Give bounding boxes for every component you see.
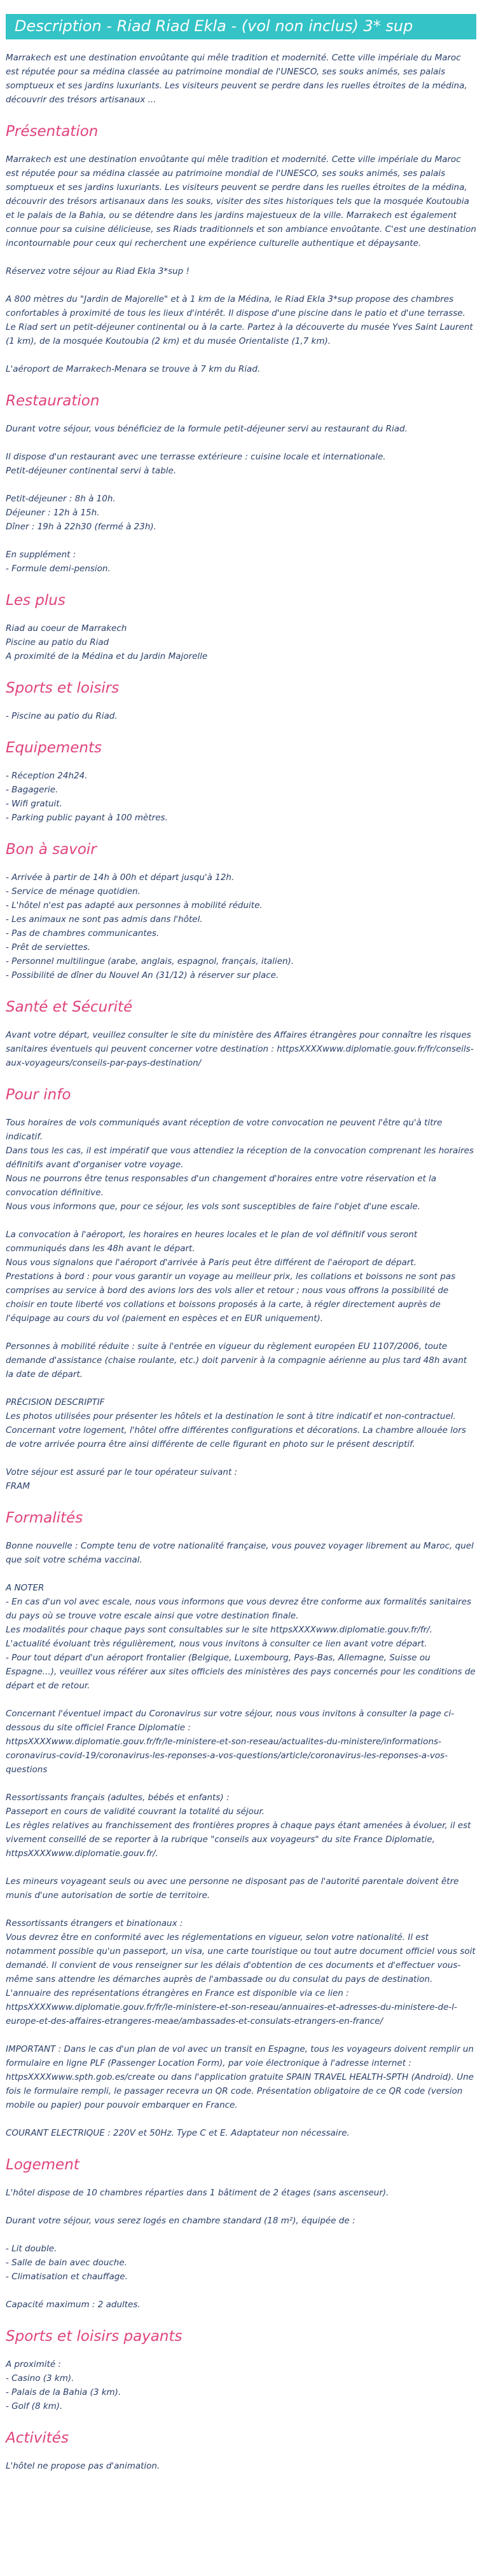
section-heading: Restauration bbox=[6, 393, 100, 409]
section-paragraph: Durant votre séjour, vous serez logés en chambre standard (18 m²), équipée de : bbox=[6, 2216, 355, 2226]
section-paragraph: A proximité : - Casino (3 km). - Palais de la Bahia (3 km). - Golf (8 km). bbox=[6, 2359, 121, 2411]
section-paragraph: Votre séjour est assuré par le tour opérateur suivant : FRAM bbox=[6, 1467, 238, 1491]
section-heading: Présentation bbox=[6, 123, 99, 140]
section-heading: Logement bbox=[6, 2157, 79, 2173]
section-paragraph: - Arrivée à partir de 14h à 00h et départ jusqu'à 12h. - Service de ménage quotidien. - L'hôtel n'est pas adapté aux personnes à mobilité réduite. - Les animaux ne sont pas admis dans l'hôtel. - Pas de chambres communicantes. - Prêt de serviettes. - Personnel multilingue (arabe, anglais, espagnol, français, italien). - Possibilité de dîner du Nouvel An (31/12) à réserver sur place. bbox=[6, 872, 294, 980]
section-paragraph: Petit-déjeuner : 8h à 10h. Déjeuner : 12h à 15h. Dîner : 19h à 22h30 (fermé à 23h). bbox=[6, 494, 156, 532]
sections-container bbox=[6, 122, 476, 2473]
section bbox=[6, 1085, 476, 1493]
section-paragraph: Personnes à mobilité réduite : suite à l'entrée en vigueur du règlement européen EU 1107/2006, toute demande d'assistance (chaise roulante, etc.) doit parvenir à la compagnie aérienne au plus tard 48h avant la date de départ. bbox=[6, 1341, 467, 1380]
section bbox=[6, 998, 476, 1070]
section-paragraph: Bonne nouvelle : Compte tenu de votre nationalité française, vous pouvez voyager librement au Maroc, quel que soit votre schéma vaccinal. bbox=[6, 1541, 474, 1565]
section bbox=[6, 2327, 476, 2413]
section-paragraph: Marrakech est une destination envoûtante qui mêle tradition et modernité. Cette ville impériale du Maroc est réputée pour sa médina classée au patrimoine mondial de l'UNESCO, ses souks animés, ses palais somptueux et ses jardins luxuriants. Les visiteurs peuvent se perdre dans les ruelles étroites de la médina, découvrir des trésors artisanaux dans les souks, visiter des sites historiques tels que la mosquée Koutoubia et le palais de la Bahia, ou se détendre dans les jardins majestueux de la ville. Marrakech est également connue pour sa cuisine délicieuse, ses Riads traditionnels et son ambiance envoûtante. C'est une destination incontournable pour ceux qui recherchent une expérience culturelle authentique et dépaysante. bbox=[6, 154, 476, 248]
section-paragraph: En supplément : - Formule demi-pension. bbox=[6, 550, 111, 574]
section-paragraph: IMPORTANT : Dans le cas d'un plan de vol avec un transit en Espagne, tous les voyageurs doivent remplir un formulaire en ligne PLF (Passenger Location Form), par voie électronique à l'adresse internet : httpsXXXXwww.spth.gob.es/create ou dans l'application gratuite SPAIN TRAVEL HEALTH-SPTH (Android). Une fois le formulaire rempli, le passager recevra un QR code. Présentation obligatoire de ce QR code (version mobile ou papier) pour pouvoir embarquer en France. bbox=[6, 2044, 474, 2110]
section-paragraph: La convocation à l'aéroport, les horaires en heures locales et le plan de vol définitif vous seront communiqués dans les 48h avant le départ. Nous vous signalons que l'aéroport d'arrivée à Paris peut être différent de l'aéroport de départ. Prestations à bord : pour vous garantir un voyage au meilleur prix, les collations et boissons ne sont pas comprises au service à bord des avions lors des vols aller et retour ; nous vous offrons la possibilité de choisir en toute liberté vos collations et boissons proposés à la carte, à régler directement auprès de l'équipage au cours du vol (paiement en espèces et en EUR uniquement). bbox=[6, 1230, 456, 1324]
section-heading: Activités bbox=[6, 2430, 69, 2446]
section-paragraph: Tous horaires de vols communiqués avant réception de votre convocation ne peuvent l'être qu'à titre indicatif. Dans tous les cas, il est impératif que vous attendiez la réception de la convocation comprenant les horaires définitifs avant d'organiser votre voyage. Nous ne pourrons être tenus responsables d'un changement d'horaires entre votre réservation et la convocation définitive. Nous vous informons que, pour ce séjour, les vols sont susceptibles de faire l'objet d'une escale. bbox=[6, 1118, 474, 1212]
intro-text: Marrakech est une destination envoûtante qui mêle tradition et modernité. Cette ville impériale du Maroc est réputée pour sa médina classée au patrimoine mondial de l'UNESCO, ses souks animés, ses palais somptueux et ses jardins luxuriants. Les visiteurs peuvent se perdre dans les ruelles étroites de la médina, découvrir des trésors artisanaux ... bbox=[6, 53, 467, 105]
section-heading: Bon à savoir bbox=[6, 841, 97, 858]
section-paragraph: - Piscine au patio du Riad. bbox=[6, 711, 118, 721]
section-heading: Sports et loisirs payants bbox=[6, 2328, 182, 2345]
section-paragraph: Les mineurs voyageant seuls ou avec une personne ne disposant pas de l'autorité parentale doivent être munis d'une autorisation de sortie de territoire. bbox=[6, 1876, 459, 1901]
section-paragraph: A NOTER - En cas d'un vol avec escale, nous vous informons que vous devrez être conforme aux formalités sanitaires du pays où se trouve votre escale ainsi que votre destination finale. Les modalités pour chaque pays sont consultables sur le site httpsXXXXwww.diplomatie.gouv.fr/fr/. L'actualité évoluant très régulièrement, nous vous invitons à consulter ce lien avant votre départ. - Pour tout départ d'un aéroport frontalier (Belgique, Luxembourg, Pays-Bas, Allemagne, Suisse ou Espagne...), veuillez vous référer aux sites officiels des ministères des pays concernés pour les conditions de départ et de retour. bbox=[6, 1583, 476, 1691]
section bbox=[6, 2429, 476, 2473]
section-paragraph: Capacité maximum : 2 adultes. bbox=[6, 2300, 141, 2310]
section-heading: Formalités bbox=[6, 1510, 83, 1526]
section-paragraph: PRÉCISION DESCRIPTIF Les photos utilisées pour présenter les hôtels et la destination le sont à titre indicatif et non-contractuel. Concernant votre logement, l'hôtel offre différentes configurations et décorations. La chambre allouée lors de votre arrivée pourra être ainsi différente de celle figurant en photo sur le présent descriptif. bbox=[6, 1397, 466, 1449]
section bbox=[6, 122, 476, 376]
section-heading: Santé et Sécurité bbox=[6, 999, 133, 1015]
section-paragraph: A 800 mètres du "Jardin de Majorelle" et à 1 km de la Médina, le Riad Ekla 3*sup propose des chambres confortables à proximité de tous les lieux d'intérêt. Il dispose d'une piscine dans le patio et d'une terrasse. Le Riad sert un petit-déjeuner continental ou à la carte. Partez à la découverte du musée Yves Saint Laurent (1 km), de la mosquée Koutoubia (2 km) et du musée Orientaliste (1,7 km). bbox=[6, 294, 473, 346]
section-paragraph: L'hôtel ne propose pas d'animation. bbox=[6, 2461, 160, 2471]
section-paragraph: Ressortissants français (adultes, bébés et enfants) : Passeport en cours de validité couvrant la totalité du séjour. Les règles relatives au franchissement des frontières propres à chaque pays étant amenées à évoluer, il est vivement conseillé de se reporter à la rubrique "conseils aux voyageurs" du site France Diplomatie, httpsXXXXwww.diplomatie.gouv.fr/. bbox=[6, 1793, 471, 1859]
section-paragraph: Réservez votre séjour au Riad Ekla 3*sup ! bbox=[6, 266, 189, 276]
section bbox=[6, 738, 476, 825]
section-paragraph: Avant votre départ, veuillez consulter le site du ministère des Affaires étrangères pour connaître les risques sanitaires éventuels qui peuvent concerner votre destination : httpsXXXXwww.diplomatie.gouv.fr/fr/conseils-aux-voyageurs/conseils-par-pays-destination/ bbox=[6, 1030, 474, 1068]
section-paragraph: Ressortissants étrangers et binationaux : Vous devrez être en conformité avec les réglementations en vigueur, selon votre nationalité. Il est notamment possible qu'un passeport, un visa, une carte touristique ou tout autre document officiel vous soit demandé. Il convient de vous renseigner sur les délais d'obtention de ces documents et d'effectuer vous-même sans attendre les démarches auprès de l'ambassade ou du consulat du pays de destination. L'annuaire des représentations étrangères en France est disponible via ce lien : httpsXXXXwww.diplomatie.gouv.fr/fr/le-ministere-et-son-reseau/annuaires-et-adresses-du-ministere-de-l-europe-et-des-affaires-etrangeres-meae/ambassades-et-consulats-etrangers-en-france/ bbox=[6, 1918, 476, 2026]
section-heading: Sports et loisirs bbox=[6, 680, 120, 696]
section-heading: Pour info bbox=[6, 1087, 71, 1103]
section-paragraph: Il dispose d'un restaurant avec une terrasse extérieure : cuisine locale et internationale. Petit-déjeuner continental servi à table. bbox=[6, 452, 386, 476]
section-paragraph: COURANT ELECTRIQUE : 220V et 50Hz. Type C et E. Adaptateur non nécessaire. bbox=[6, 2128, 350, 2138]
page-title: Description - Riad Riad Ekla - (vol non inclus) 3* sup bbox=[6, 14, 476, 39]
section bbox=[6, 679, 476, 723]
section bbox=[6, 840, 476, 982]
section-paragraph: - Réception 24h24. - Bagagerie. - Wifi gratuit. - Parking public payant à 100 mètres. bbox=[6, 771, 168, 823]
section bbox=[6, 591, 476, 663]
section-paragraph: Durant votre séjour, vous bénéficiez de la formule petit-déjeuner servi au restaurant du Riad. bbox=[6, 424, 408, 434]
section-heading: Equipements bbox=[6, 740, 102, 756]
section bbox=[6, 2155, 476, 2312]
section-heading: Les plus bbox=[6, 592, 65, 609]
section-paragraph: Riad au coeur de Marrakech Piscine au patio du Riad A proximité de la Médina et du Jardin Majorelle bbox=[6, 623, 208, 661]
section bbox=[6, 391, 476, 576]
section-paragraph: L'aéroport de Marrakech-Menara se trouve à 7 km du Riad. bbox=[6, 364, 261, 374]
section-paragraph: - Lit double. - Salle de bain avec douche. - Climatisation et chauffage. bbox=[6, 2244, 128, 2282]
section bbox=[6, 1508, 476, 2140]
section-paragraph: L'hôtel dispose de 10 chambres réparties dans 1 bâtiment de 2 étages (sans ascenseur). bbox=[6, 2188, 389, 2198]
section-paragraph: Concernant l'éventuel impact du Coronavirus sur votre séjour, nous vous invitons à consulter la page ci-dessous du site officiel France Diplomatie : httpsXXXXwww.diplomatie.gouv.fr/fr/le-ministere-et-son-reseau/actualites-du-ministere/informations-coronavirus-covid-19/coronavirus-les-reponses-a-vos-questions/article/coronavirus-les-reponses-a-vos-questions bbox=[6, 1709, 455, 1775]
